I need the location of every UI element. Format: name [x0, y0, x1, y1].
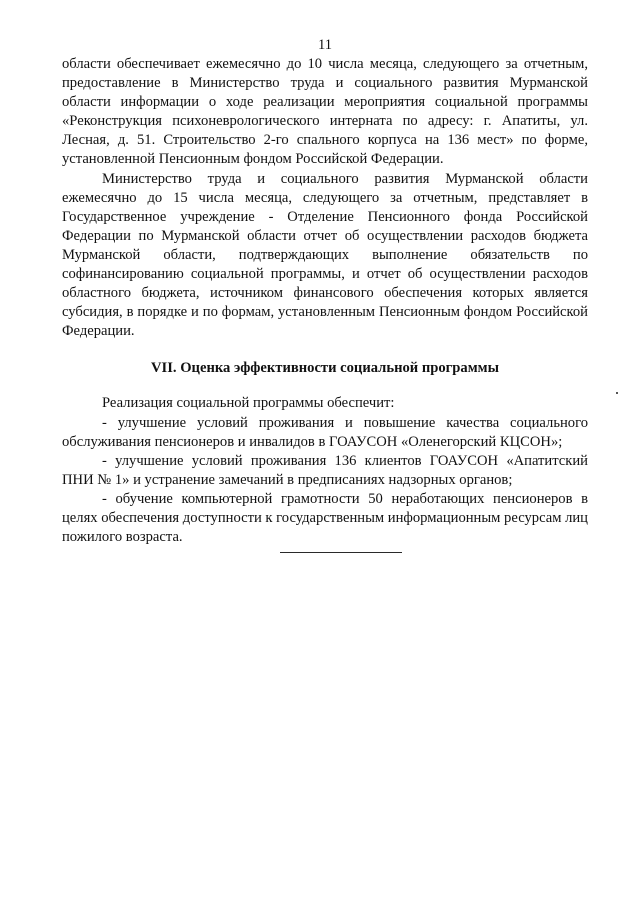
list-item: - обучение компьютерной грамотности 50 неработающих пенсионеров в целях обеспечения доступности к государственным информационным ресурсам лиц пожилого возраста.	[62, 490, 588, 546]
document-body	[62, 55, 588, 547]
scan-speck	[616, 392, 618, 394]
list-item: - улучшение условий проживания и повышение качества социального обслуживания пенсионеров и инвалидов в ГОАУСОН «Оленегорский КЦСОН»;	[62, 414, 588, 450]
list-item: - улучшение условий проживания 136 клиентов ГОАУСОН «Апатитский ПНИ № 1» и устранение замечаний в предписаниях надзорных органов;	[62, 452, 588, 488]
page-number: 11	[318, 37, 332, 53]
end-divider-line	[280, 552, 402, 553]
section-heading: VII. Оценка эффективности социальной программы	[151, 360, 499, 377]
paragraph-ministry-report: Министерство труда и социального развития Мурманской области ежемесячно до 15 числа месяца, следующего за отчетным, представляет в Государственное учреждение - Отделение Пенсионного фонда Российской Федерации по Мурманской области отчет об осуществлении расходов бюджета Мурманской области, подтверждающих выполнение обязательств по софинансированию социальной программы, и отчет об осуществлении расходов областного бюджета, источником финансового обеспечения которых является субсидия, в порядке и по формам, установленным Пенсионным фондом Российской Федерации.	[62, 170, 588, 340]
paragraph-reporting-info: области обеспечивает ежемесячно до 10 числа месяца, следующего за отчетным, предоставление в Министерство труда и социального развития Мурманской области информации о ходе реализации мероприятия социальной программы «Реконструкция психоневрологического интерната по адресу: г. Апатиты, ул. Лесная, д. 51. Строительство 2-го спального корпуса на 136 мест» по форме, установленной Пенсионным фондом Российской Федерации.	[62, 56, 588, 168]
document-page	[62, 0, 588, 905]
section-intro: Реализация социальной программы обеспечит:	[102, 395, 395, 412]
